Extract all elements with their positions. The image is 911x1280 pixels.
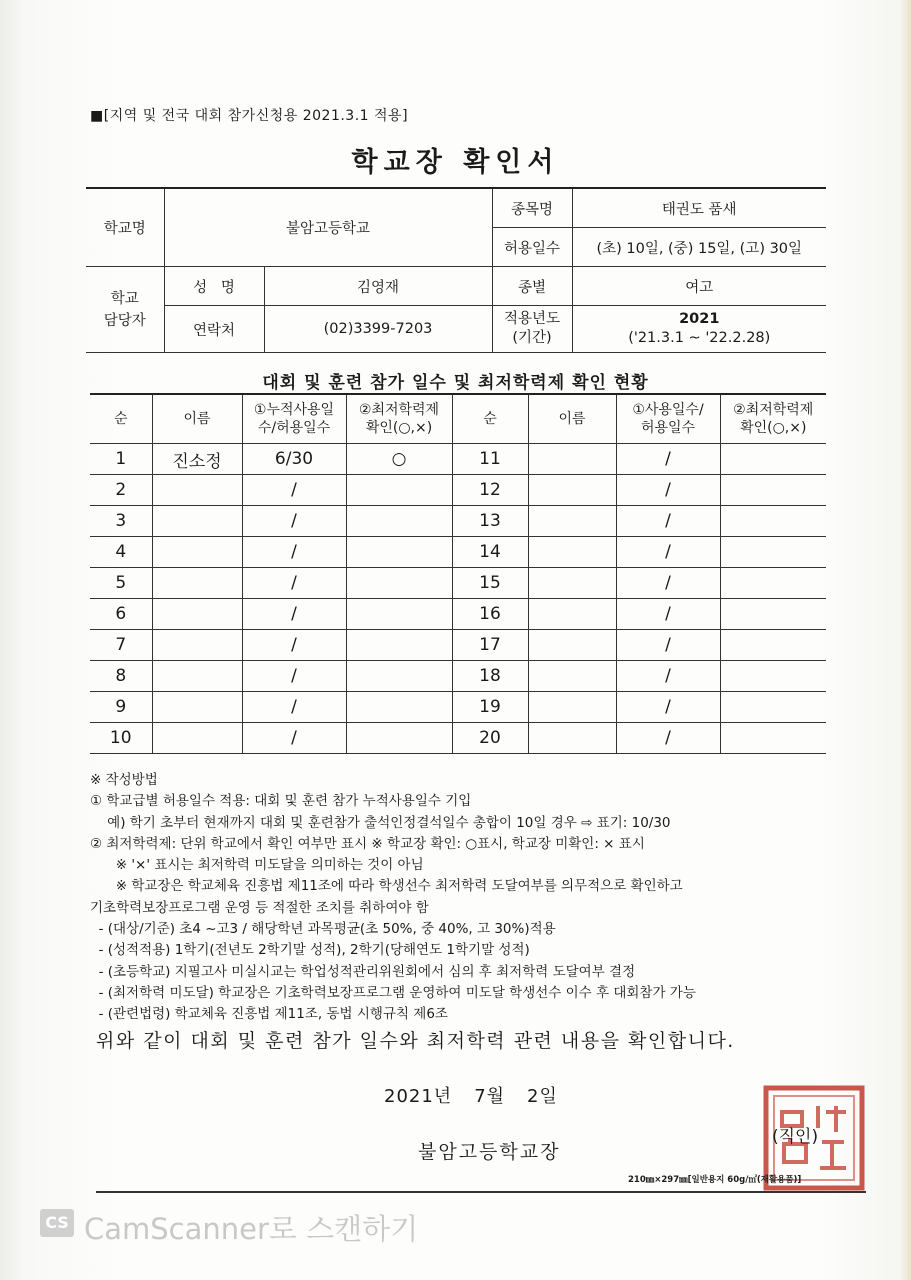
col-header-used-right: [616, 394, 720, 444]
row-used-right: /: [616, 506, 720, 537]
row-name-right: [528, 537, 616, 568]
row-no-right: 13: [452, 506, 528, 537]
writing-instructions: [90, 770, 850, 1026]
seal-mark: (직인): [772, 1127, 819, 1147]
row-name-left: [152, 630, 242, 661]
row-no-left: 8: [90, 661, 152, 692]
col-header-used-left-l1: ①누적사용일: [253, 402, 335, 418]
instruction-line: ① 학교급별 허용일수 적용: 대회 및 훈련 참가 누적사용일수 기입: [90, 793, 472, 810]
row-no-left: 5: [90, 568, 152, 599]
event-value: 태권도 품새: [572, 188, 826, 228]
row-name-right: [528, 692, 616, 723]
year-value-line1: 2021: [679, 311, 720, 327]
col-header-no-right: 순: [452, 394, 528, 444]
allowed-days-label: 허용일수: [492, 228, 572, 267]
col-header-min-left-l1: ②최저학력제: [358, 402, 440, 418]
row-name-left: [152, 475, 242, 506]
table-row: [90, 568, 826, 599]
row-no-right: 20: [452, 723, 528, 754]
table-body: [90, 444, 826, 754]
row-used-right: /: [616, 475, 720, 506]
page-title: 학교장 확인서: [351, 147, 560, 178]
table-row: [90, 506, 826, 537]
table-row: [90, 599, 826, 630]
table-row: [90, 444, 826, 475]
date-year: 2021년: [384, 1086, 453, 1107]
row-min-right: [720, 599, 826, 630]
row-min-right: [720, 444, 826, 475]
row-no-left: 6: [90, 599, 152, 630]
row-no-right: 15: [452, 568, 528, 599]
row-used-right: /: [616, 661, 720, 692]
row-min-right: [720, 537, 826, 568]
manager-label-line2: 담당자: [103, 312, 146, 329]
col-header-min-right: [720, 394, 826, 444]
row-min-left: [346, 661, 452, 692]
instruction-line: ※ '×' 표시는 최저학력 미도달을 의미하는 것이 아님: [90, 857, 424, 874]
row-min-right: [720, 568, 826, 599]
row-min-left: [346, 723, 452, 754]
date-day: 2일: [527, 1086, 558, 1107]
year-label: [492, 306, 572, 353]
table-row: [90, 661, 826, 692]
contact-label: 연락처: [164, 306, 264, 353]
row-no-left: 10: [90, 723, 152, 754]
row-min-left: [346, 568, 452, 599]
row-used-right: /: [616, 692, 720, 723]
row-no-left: 2: [90, 475, 152, 506]
contact-value: (02)3399-7203: [264, 306, 492, 353]
manager-label-line1: 학교: [110, 290, 139, 307]
col-header-used-right-l1: ①사용일수/: [632, 402, 704, 418]
row-min-right: [720, 630, 826, 661]
row-min-left: [346, 506, 452, 537]
instruction-line: ※ 학교장은 학교체육 진흥법 제11조에 따라 학생선수 최저학력 도달여부를 의무적으로 확인하고: [90, 878, 683, 895]
col-header-min-left: [346, 394, 452, 444]
row-name-left: [152, 599, 242, 630]
bottom-divider: [96, 1191, 866, 1193]
row-no-left: 4: [90, 537, 152, 568]
row-used-left: /: [242, 568, 346, 599]
year-label-line1: 적용년도: [503, 311, 561, 327]
camscanner-watermark: CamScanner로 스캔하기: [84, 1212, 419, 1246]
row-name-right: [528, 661, 616, 692]
row-min-left: [346, 599, 452, 630]
col-header-used-left: [242, 394, 346, 444]
row-name-right: [528, 568, 616, 599]
manager-label: [86, 267, 164, 353]
row-no-left: 9: [90, 692, 152, 723]
row-no-left: 3: [90, 506, 152, 537]
allowed-days-value: (초) 10일, (중) 15일, (고) 30일: [572, 228, 826, 267]
year-value-line2: ('21.3.1 ~ '22.2.28): [628, 330, 771, 346]
row-min-left: [346, 692, 452, 723]
date-month: 7월: [474, 1086, 506, 1107]
row-min-right: [720, 475, 826, 506]
row-min-left: [346, 537, 452, 568]
instruction-line: 예) 학기 초부터 현재까지 대회 및 훈련참가 출석인정결석일수 총합이 10일 경우 ⇨ 표기: 10/30: [90, 814, 671, 831]
col-header-min-left-l2: 확인(○,×): [365, 420, 433, 436]
row-used-right: /: [616, 537, 720, 568]
instruction-line: - (대상/기준) 초4 ~고3 / 해당학년 과목평균(초 50%, 중 40%, 고 30%)적용: [90, 921, 556, 938]
row-used-left: /: [242, 506, 346, 537]
year-value: [572, 306, 826, 353]
row-min-right: [720, 692, 826, 723]
table-row: [90, 537, 826, 568]
row-no-left: 1: [90, 444, 152, 475]
row-name-left: [152, 661, 242, 692]
table-row: [90, 475, 826, 506]
row-no-right: 12: [452, 475, 528, 506]
instruction-line: ② 최저학력제: 단위 학교에서 확인 여부만 표시 ※ 학교장 확인: ○표시, 학교장 미확인: × 표시: [90, 835, 645, 852]
col-header-no-left: 순: [90, 394, 152, 444]
confirmation-statement: 위와 같이 대회 및 훈련 참가 일수와 최저학력 관련 내용을 확인합니다.: [96, 1030, 735, 1052]
row-min-left: [346, 475, 452, 506]
row-min-right: [720, 661, 826, 692]
row-no-right: 19: [452, 692, 528, 723]
table-row: [90, 692, 826, 723]
instruction-line: - (최저학력 미도달) 학교장은 기초학력보장프로그램 운영하여 미도달 학생선수 이수 후 대회참가 가능: [90, 984, 696, 1001]
row-min-left: [346, 630, 452, 661]
row-used-left: /: [242, 661, 346, 692]
row-no-right: 17: [452, 630, 528, 661]
instruction-line: - (관련법령) 학교체육 진흥법 제11조, 동법 시행규칙 제6조: [90, 1006, 448, 1023]
row-name-right: [528, 630, 616, 661]
col-header-used-left-l2: 수/허용일수: [257, 420, 331, 436]
row-name-right: [528, 599, 616, 630]
event-label: 종목명: [492, 188, 572, 228]
row-no-right: 18: [452, 661, 528, 692]
row-no-right: 16: [452, 599, 528, 630]
row-used-left: /: [242, 475, 346, 506]
row-no-right: 11: [452, 444, 528, 475]
row-used-left: /: [242, 630, 346, 661]
col-header-min-right-l2: 확인(○,×): [740, 420, 807, 436]
row-used-right: /: [616, 630, 720, 661]
row-used-left: /: [242, 599, 346, 630]
table-row: [90, 630, 826, 661]
issue-date: [384, 1082, 558, 1108]
row-used-right: /: [616, 444, 720, 475]
row-name-left: [152, 537, 242, 568]
row-min-left: ○: [346, 444, 452, 475]
row-name-left: [152, 692, 242, 723]
name-label: 성 명: [164, 267, 264, 306]
row-name-right: [528, 723, 616, 754]
row-no-right: 14: [452, 537, 528, 568]
row-min-right: [720, 506, 826, 537]
col-header-name-left: 이름: [152, 394, 242, 444]
row-used-left: /: [242, 723, 346, 754]
row-used-left: /: [242, 537, 346, 568]
participation-table: [90, 393, 826, 754]
school-value: 불암고등학교: [164, 188, 492, 267]
principal-name: 불암고등학교장: [418, 1141, 561, 1163]
row-min-right: [720, 723, 826, 754]
row-name-left: [152, 506, 242, 537]
row-name-left: [152, 568, 242, 599]
school-label: 학교명: [86, 188, 164, 267]
instruction-line: - (성적적용) 1학기(전년도 2학기말 성적), 2학기(당해연도 1학기말 성적): [90, 942, 530, 959]
row-name-left: [152, 723, 242, 754]
row-no-left: 7: [90, 630, 152, 661]
category-label: 종별: [492, 267, 572, 306]
row-name-left: 진소정: [152, 444, 242, 475]
instruction-line: ※ 작성방법: [90, 772, 158, 788]
status-subtitle: 대회 및 훈련 참가 일수 및 최저학력제 확인 현황: [262, 373, 649, 393]
name-value: 김영재: [264, 267, 492, 306]
row-name-right: [528, 475, 616, 506]
instruction-line: 기초학력보장프로그램 운영 등 적절한 조치를 취하여야 함: [90, 899, 429, 916]
row-name-right: [528, 444, 616, 475]
row-name-right: [528, 506, 616, 537]
row-used-right: /: [616, 723, 720, 754]
row-used-right: /: [616, 599, 720, 630]
year-label-line2: (기간): [512, 330, 552, 346]
category-value: 여고: [572, 267, 826, 306]
instruction-line: - (초등학교) 지필고사 미실시교는 학업성적관리위원회에서 심의 후 최저학력 도달여부 결정: [90, 963, 636, 980]
row-used-right: /: [616, 568, 720, 599]
col-header-used-right-l2: 허용일수: [640, 420, 696, 436]
table-row: [90, 723, 826, 754]
form-note: ■[지역 및 전국 대회 참가신청용 2021.3.1 적용]: [90, 108, 409, 124]
row-used-left: /: [242, 692, 346, 723]
table-header-row: [90, 394, 826, 444]
row-used-left: 6/30: [242, 444, 346, 475]
school-info-table: [86, 187, 826, 353]
col-header-min-right-l1: ②최저학력제: [733, 402, 814, 418]
col-header-name-right: 이름: [528, 394, 616, 444]
camscanner-logo-icon: CS: [40, 1209, 74, 1237]
paper-spec: 210㎜×297㎜[일반용지 60g/㎡(재활용품)]: [628, 1175, 802, 1185]
